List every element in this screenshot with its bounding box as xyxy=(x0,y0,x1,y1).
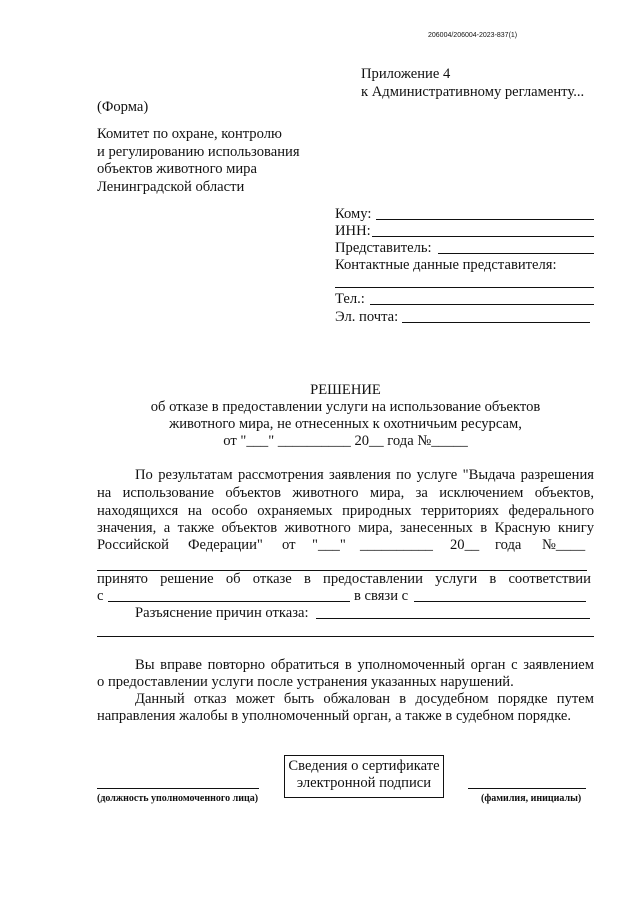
body-word: об xyxy=(225,571,241,587)
recipient-phone-label: Тел.: xyxy=(335,291,365,307)
body-paragraph-line: направления жалобы в уполномоченный орган, а также в судебном порядке. xyxy=(97,708,572,724)
authority-line: и регулированию использования xyxy=(97,144,300,160)
certificate-line: электронной подписи xyxy=(296,775,432,791)
body-word: в xyxy=(489,571,497,587)
body-paragraph-line: Вы вправе повторно обратиться в уполномоченный орган с заявлением xyxy=(135,657,594,673)
name-caption: (фамилия, инициалы) xyxy=(481,793,582,804)
appendix-reference: к Административному регламенту... xyxy=(361,84,585,100)
body-paragraph-line: о предоставлении услуги после устранения указанных нарушений. xyxy=(97,674,514,690)
decision-date-number: от "___" __________ 20__ года №_____ xyxy=(223,433,468,449)
body-word: Российской xyxy=(97,537,169,553)
recipient-inn-field[interactable] xyxy=(372,236,594,237)
body-word: года xyxy=(495,537,522,553)
application-number-field: №____ xyxy=(542,537,586,553)
date-month-field: __________ xyxy=(360,537,433,553)
position-signature-line[interactable] xyxy=(97,788,259,789)
recipient-inn-label: ИНН: xyxy=(335,223,371,239)
recipient-representative-label: Представитель: xyxy=(335,240,432,256)
date-year-field: 20__ xyxy=(450,537,480,553)
body-word: решение xyxy=(160,571,214,587)
position-caption: (должность уполномоченного лица) xyxy=(97,793,259,804)
reason-explanation-label: Разъяснение причин отказа: xyxy=(135,605,309,621)
recipient-contacts-field[interactable] xyxy=(335,287,594,288)
recipient-to-label: Кому: xyxy=(335,206,372,222)
document-id: 206004/206004-2023-837(1) xyxy=(428,32,518,39)
body-word: с xyxy=(97,588,104,604)
authority-line: объектов животного мира xyxy=(97,161,257,177)
form-label: (Форма) xyxy=(97,99,149,115)
body-word: соответствии xyxy=(508,571,591,587)
body-paragraph-line: По результатам рассмотрения заявления по услуге "Выдача разрешения xyxy=(135,467,594,483)
body-word: услуги xyxy=(435,571,478,587)
decision-line xyxy=(97,570,591,588)
recipient-email-field[interactable] xyxy=(402,322,590,323)
body-word: в xyxy=(303,571,311,587)
blank-line[interactable] xyxy=(97,636,594,637)
e-signature-certificate-box xyxy=(284,755,444,798)
decision-subtitle-line: животного мира, не отнесенных к охотничьим ресурсам, xyxy=(169,416,522,432)
body-word: в связи с xyxy=(354,588,409,604)
body-paragraph-line: на использование объектов животного мира, за исключением объектов, xyxy=(97,485,594,501)
name-signature-line[interactable] xyxy=(468,788,586,789)
legal-basis-field[interactable] xyxy=(108,601,350,602)
body-word: принято xyxy=(97,571,148,587)
authority-line: Комитет по охране, контролю xyxy=(97,126,282,142)
recipient-representative-field[interactable] xyxy=(438,253,594,254)
appendix-number: Приложение 4 xyxy=(361,66,451,82)
recipient-phone-field[interactable] xyxy=(370,304,594,305)
certificate-line: Сведения о сертификате xyxy=(288,758,440,774)
body-paragraph-line: значения, а также объектов животного мира, занесенных в Красную книгу xyxy=(97,520,594,536)
body-paragraph-line: находящихся на особо охраняемых природных территориях федерального xyxy=(97,503,594,519)
body-word: Федерации" xyxy=(188,537,263,553)
decision-subtitle-line: об отказе в предоставлении услуги на использование объектов xyxy=(150,399,541,415)
date-day-field: "___" xyxy=(312,537,346,553)
recipient-contacts-label: Контактные данные представителя: xyxy=(335,257,557,273)
authority-line: Ленинградской области xyxy=(97,179,245,195)
body-word: отказе xyxy=(252,571,292,587)
recipient-email-label: Эл. почта: xyxy=(335,309,399,325)
body-paragraph-line: Данный отказ может быть обжалован в досудебном порядке путем xyxy=(135,691,594,707)
reason-explanation-field[interactable] xyxy=(316,618,590,619)
recipient-to-field[interactable] xyxy=(376,219,594,220)
body-word: от xyxy=(282,537,296,553)
refusal-reason-field[interactable] xyxy=(414,601,586,602)
body-word: предоставлении xyxy=(323,571,423,587)
decision-title: РЕШЕНИЕ xyxy=(310,382,381,398)
